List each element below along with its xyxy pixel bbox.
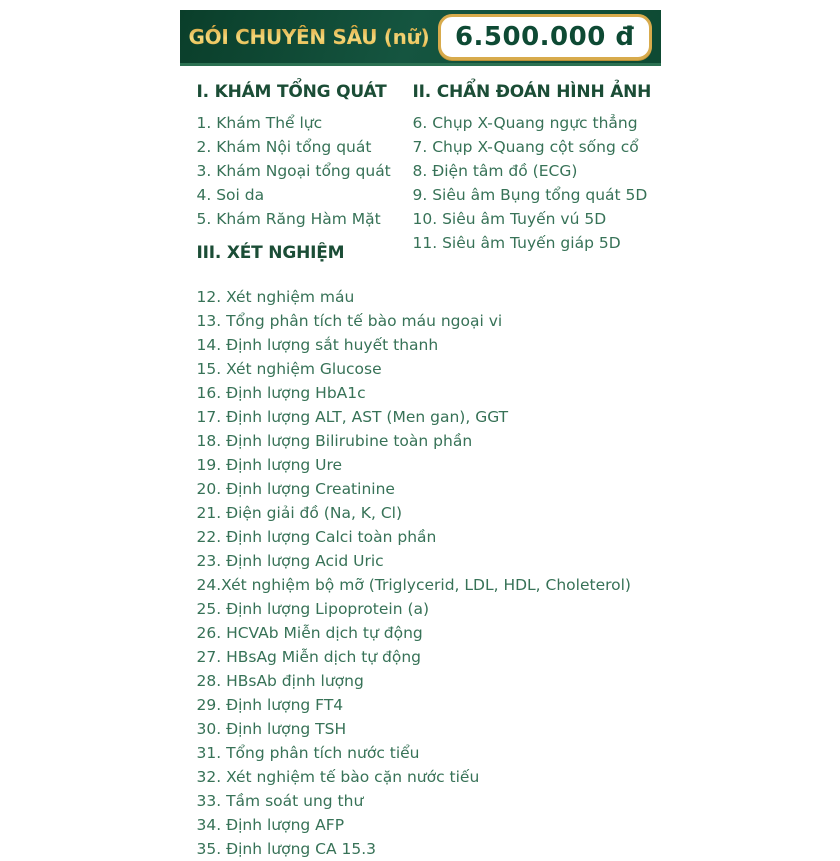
list-item: 28. HBsAb định lượng [196, 672, 364, 690]
list-item: 26. HCVAb Miễn dịch tự động [196, 624, 423, 642]
package-banner [180, 10, 661, 66]
list-item: 8. Điện tâm đồ (ECG) [412, 162, 578, 180]
column-general-exam [197, 82, 413, 272]
list-item: 25. Định lượng Lipoprotein (a) [196, 600, 430, 618]
list-item: 3. Khám Ngoại tổng quát [196, 162, 391, 180]
list-item: 19. Định lượng Ure [196, 456, 343, 474]
list-item: 21. Điện giải đồ (Na, K, Cl) [196, 504, 402, 522]
lab-tests-list [197, 285, 661, 861]
list-item: 10. Siêu âm Tuyến vú 5D [412, 210, 607, 228]
list-item: 23. Định lượng Acid Uric [196, 552, 384, 570]
section-title-general-exam: I. KHÁM TỔNG QUÁT [196, 82, 387, 102]
list-item: 14. Định lượng sắt huyết thanh [196, 336, 439, 354]
imaging-list [413, 111, 661, 255]
column-imaging [413, 82, 661, 272]
package-poster [0, 10, 840, 858]
price-value: 6.500.000 đ [454, 21, 635, 52]
list-item: 30. Định lượng TSH [196, 720, 347, 738]
list-item: 20. Định lượng Creatinine [196, 480, 395, 498]
price-badge [438, 14, 652, 60]
list-item: 7. Chụp X-Quang cột sống cổ [412, 138, 639, 156]
list-item: 2. Khám Nội tổng quát [196, 138, 372, 156]
list-item: 15. Xét nghiệm Glucose [196, 360, 382, 378]
package-title: GÓI CHUYÊN SÂU (nữ) [188, 24, 430, 49]
section-title-imaging: II. CHẨN ĐOÁN HÌNH ẢNH [412, 82, 652, 102]
list-item: 16. Định lượng HbA1c [196, 384, 366, 402]
list-item: 11. Siêu âm Tuyến giáp 5D [412, 234, 621, 252]
list-item: 12. Xét nghiệm máu [196, 288, 355, 306]
package-content [180, 82, 661, 861]
general-exam-list [197, 111, 413, 231]
list-item: 32. Xét nghiệm tế bào cặn nước tiếu [196, 768, 480, 786]
list-item: 13. Tổng phân tích tế bào máu ngoại vi [196, 312, 503, 330]
two-column-area [197, 82, 661, 272]
list-item: 1. Khám Thể lực [196, 114, 323, 132]
list-item: 17. Định lượng ALT, AST (Men gan), GGT [196, 408, 509, 426]
list-item: 34. Định lượng AFP [196, 816, 345, 834]
section-title-lab-tests: III. XÉT NGHIỆM [196, 243, 345, 263]
list-item: 4. Soi da [196, 186, 265, 204]
list-item: 24.Xét nghiệm bộ mỡ (Triglycerid, LDL, HDL, Choleterol) [196, 576, 631, 594]
list-item: 31. Tổng phân tích nước tiểu [196, 744, 420, 762]
list-item: 22. Định lượng Calci toàn phần [196, 528, 437, 546]
list-item: 18. Định lượng Bilirubine toàn phần [196, 432, 473, 450]
list-item: 35. Định lượng CA 15.3 [196, 840, 377, 858]
list-item: 29. Định lượng FT4 [196, 696, 344, 714]
list-item: 6. Chụp X-Quang ngực thẳng [412, 114, 638, 132]
list-item: 5. Khám Răng Hàm Mặt [196, 210, 381, 228]
list-item: 27. HBsAg Miễn dịch tự động [196, 648, 422, 666]
list-item: 33. Tầm soát ung thư [196, 792, 364, 810]
list-item: 9. Siêu âm Bụng tổng quát 5D [412, 186, 648, 204]
